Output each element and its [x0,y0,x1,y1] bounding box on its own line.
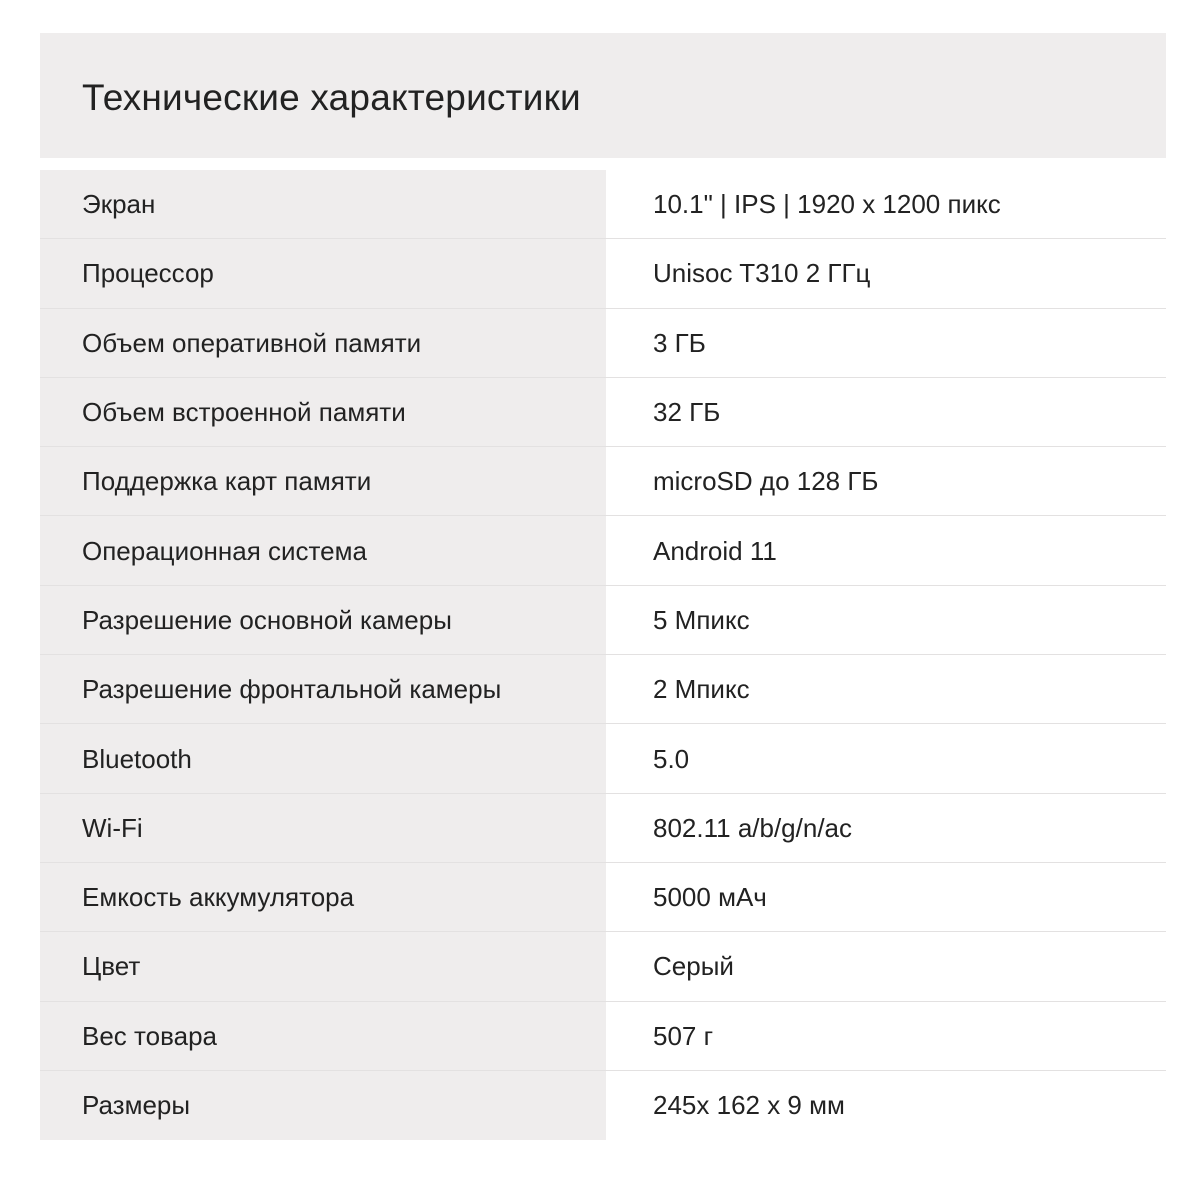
spec-row [40,863,1166,932]
spec-row [40,724,1166,793]
spec-value: 3 ГБ [653,327,706,358]
spec-label: Процессор [40,239,606,308]
spec-label: Поддержка карт памяти [40,447,606,516]
spec-value: Android 11 [653,535,777,566]
spec-value: Unisoc T310 2 ГГц [653,258,871,289]
spec-value: 802.11 a/b/g/n/ac [653,812,853,843]
spec-row [40,932,1166,1001]
spec-row [40,309,1166,378]
spec-value: 5.0 [653,743,690,774]
spec-label: Размеры [40,1071,606,1140]
spec-value: 245x 162 x 9 мм [653,1090,845,1120]
spec-label: Разрешение основной камеры [40,586,606,655]
spec-label: Объем оперативной памяти [40,309,606,378]
spec-value: 32 ГБ [653,397,721,428]
spec-value: microSD до 128 ГБ [653,466,879,497]
spec-row [40,447,1166,516]
spec-label: Емкость аккумулятора [40,863,606,932]
spec-row [40,170,1166,239]
spec-row [40,239,1166,308]
spec-row [40,378,1166,447]
spec-label: Цвет [40,932,606,1001]
spec-label: Wi-Fi [40,794,606,863]
spec-value: Серый [653,951,734,982]
spec-value: 10.1" | IPS | 1920 x 1200 пикс [653,189,1001,220]
spec-row [40,655,1166,724]
spec-value: 507 г [653,1020,714,1051]
spec-value: 2 Мпикс [653,674,750,705]
spec-value: 5000 мАч [653,882,767,913]
specs-table [40,170,1166,1140]
spec-label: Разрешение фронтальной камеры [40,655,606,724]
spec-row [40,794,1166,863]
page-title: Технические характеристики [82,77,581,118]
spec-row [40,1002,1166,1071]
specs-header [40,33,1166,158]
spec-label: Экран [40,170,606,239]
spec-label: Bluetooth [40,724,606,793]
spec-row [40,1071,1166,1140]
spec-row [40,516,1166,585]
spec-label: Вес товара [40,1002,606,1071]
spec-value: 5 Мпикс [653,604,750,635]
spec-label: Объем встроенной памяти [40,378,606,447]
spec-row [40,586,1166,655]
spec-label: Операционная система [40,516,606,585]
